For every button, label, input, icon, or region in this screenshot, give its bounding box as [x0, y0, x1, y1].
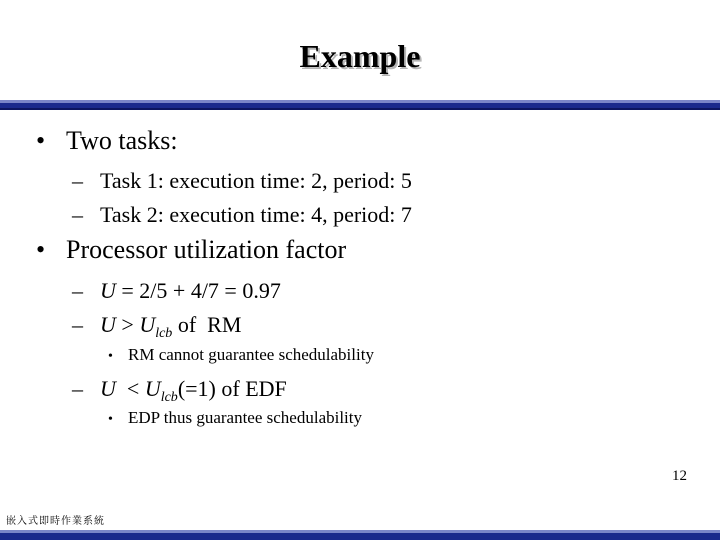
operator: > — [115, 312, 140, 337]
title-divider — [0, 100, 720, 110]
bullet-two-tasks — [36, 126, 178, 156]
sub-bullet-task2 — [72, 202, 412, 228]
sub-bullet-text: = 2/5 + 4/7 = 0.97 — [115, 278, 281, 303]
sub-bullet-edf — [72, 376, 287, 405]
detail-text: EDP thus guarantee schedulability — [128, 408, 363, 427]
bullet-text: Processor utilization factor — [66, 235, 347, 264]
bullet-text: Two tasks: — [66, 126, 178, 155]
dash-marker: – — [72, 168, 83, 193]
bullet-marker: • — [36, 235, 46, 264]
bullet-marker: • — [108, 349, 113, 364]
dash-marker: – — [72, 376, 83, 401]
dash-marker: – — [72, 202, 83, 227]
footer-divider — [0, 530, 720, 540]
detail-rm — [108, 345, 374, 365]
sub-bullet-task1 — [72, 168, 412, 194]
subscript-lcb: lcb — [160, 390, 178, 405]
operator: < — [115, 376, 145, 401]
var-u: U — [100, 376, 116, 401]
sub-bullet-rm — [72, 312, 242, 341]
sub-bullet-u-value — [72, 278, 281, 304]
sub-bullet-text: Task 2: execution time: 4, period: 7 — [100, 202, 412, 227]
bullet-marker: • — [36, 126, 46, 155]
slide-title: Example — [299, 38, 421, 74]
footer-course-name: 嵌入式即時作業系統 — [6, 516, 105, 527]
dash-marker: – — [72, 312, 83, 337]
sub-bullet-text: of RM — [172, 312, 242, 337]
page-number: 12 — [672, 468, 687, 484]
var-u: U — [100, 312, 116, 337]
var-u-lcb: U — [144, 376, 161, 401]
var-u-lcb: U — [139, 312, 156, 337]
bullet-marker: • — [108, 412, 113, 427]
var-u: U — [100, 278, 116, 303]
dash-marker: – — [72, 278, 83, 303]
sub-bullet-text: Task 1: execution time: 2, period: 5 — [100, 168, 412, 193]
sub-bullet-text: (=1) of EDF — [177, 376, 287, 401]
bullet-utilization — [36, 235, 346, 265]
detail-edf — [108, 408, 362, 428]
detail-text: RM cannot guarantee schedulability — [128, 345, 374, 364]
subscript-lcb: lcb — [155, 326, 173, 341]
